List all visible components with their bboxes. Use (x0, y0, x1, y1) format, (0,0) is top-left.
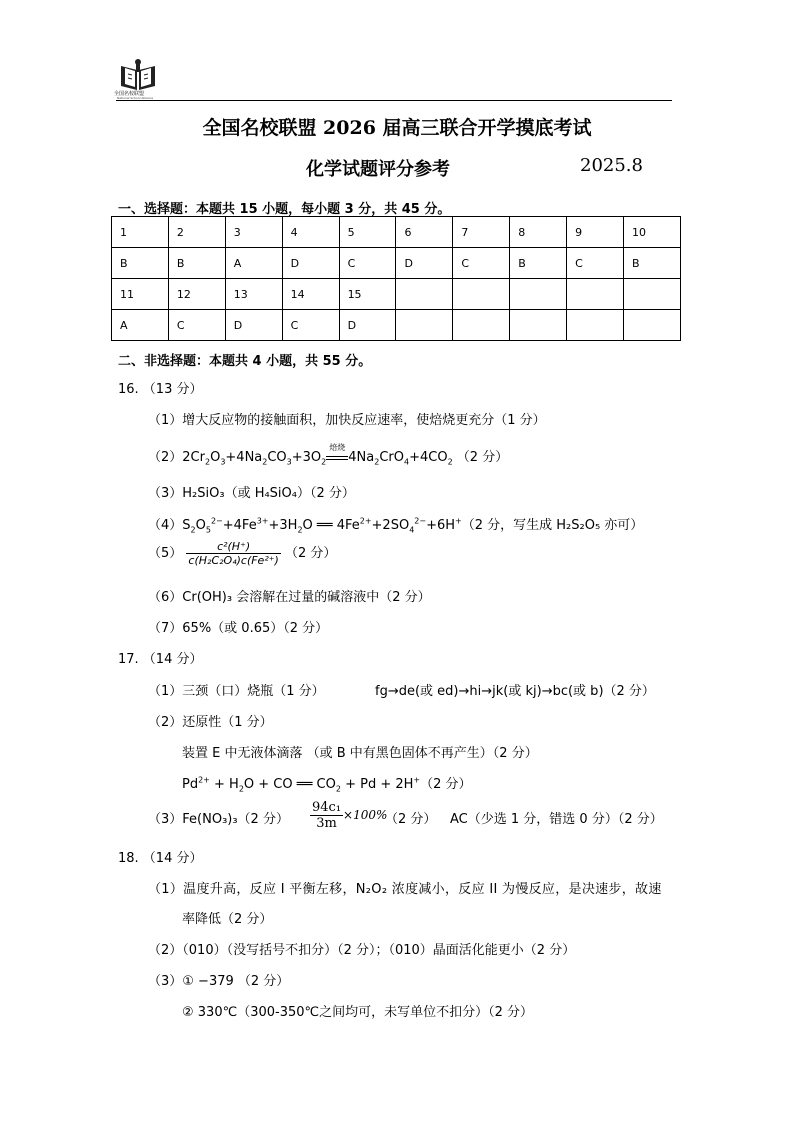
answer-table-cell (567, 310, 624, 341)
answer-table-cell (396, 310, 453, 341)
fraction-numerator: c²(H⁺) (186, 540, 280, 554)
q16-answer-4 (148, 514, 643, 535)
q16-answer-5 (148, 540, 336, 567)
q18-answer-1-line2: 率降低（2 分） (182, 912, 273, 927)
q18-answer-1-line1: （1）温度升高，反应 I 平衡左移，N₂O₂ 浓度减小，反应 II 为慢反应，是决速步，故速 (148, 882, 662, 897)
q17-fraction-numerator: 94c₁ (312, 800, 342, 815)
answer-table-cell: 10 (624, 217, 681, 248)
logo-book-icon (117, 58, 159, 94)
section1-heading: 一、选择题：本题共 15 小题，每小题 3 分，共 45 分。 (118, 202, 451, 217)
q18-answer-3-1: （3）① −379 （2 分） (148, 974, 290, 989)
q17-answer-3-label: （3）Fe(NO₃)₃（2 分） (148, 812, 289, 827)
q17-answer-3 (148, 808, 289, 827)
logo-subtext: National School Alliance (117, 96, 154, 100)
reaction-condition: 焙烧 (329, 443, 346, 452)
q16-answer-7: （7）65%（或 0.65）（2 分） (148, 621, 329, 636)
exam-date: 2025.8 (580, 155, 643, 176)
answer-table-cell: 12 (168, 279, 225, 310)
answer-table-cell: D (339, 310, 396, 341)
answer-table-cell: 3 (225, 217, 282, 248)
answer-table-cell: C (168, 310, 225, 341)
q16-answer-6: （6）Cr(OH)₃ 会溶解在过量的碱溶液中（2 分） (148, 590, 431, 605)
answer-table-row (112, 248, 681, 279)
page-subtitle: 化学试题评分参考 (306, 159, 450, 180)
answer-table-cell (624, 310, 681, 341)
answer-table-cell: B (510, 248, 567, 279)
q16-answer-5-score: （2 分） (284, 546, 337, 561)
q17-equation: $Pd^{2+} + H_2O$ + CO ══ $CO_2 + Pd + 2H^+$ (182, 775, 421, 794)
q17-answer-2-line3 (182, 773, 472, 794)
answer-table-row (112, 217, 681, 248)
answer-table-cell: B (168, 248, 225, 279)
answer-table-cell (567, 279, 624, 310)
q18-heading: 18. （14 分） (118, 851, 203, 866)
q17-answer-2-line3-score: （2 分） (420, 777, 472, 792)
q17-answer-3-right: AC（少选 1 分，错选 0 分）（2 分） (450, 812, 663, 827)
q16-answer-4-score: （2 分，写生成 H₂S₂O₅ 亦可） (461, 518, 644, 533)
answer-table-cell: C (282, 310, 339, 341)
page-title: 全国名校联盟 2026 届高三联合开学摸底考试 (202, 117, 592, 139)
q17-multiplier: ×100% (343, 808, 388, 822)
q18-answer-3-2: ② 330℃（300-350℃之间均可，未写单位不扣分）（2 分） (182, 1005, 534, 1020)
answer-table-cell: 15 (339, 279, 396, 310)
answer-table-cell: A (112, 310, 169, 341)
answer-table-cell (510, 279, 567, 310)
answer-table-row (112, 279, 681, 310)
answer-table-row (112, 310, 681, 341)
q17-answer-1-sequence: fg→de(或 ed)→hi→jk(或 kj)→bc(或 b)（2 分） (375, 684, 655, 699)
answer-table-cell: B (112, 248, 169, 279)
answer-table-cell: D (282, 248, 339, 279)
q16-equation-2: $2Cr_2O_3+4Na_2CO_3+3O_2$ 焙烧 $4Na_2CrO_4+4CO_2$ (182, 443, 453, 467)
q16-equation-4: $S_2O_5^{2-}+4Fe^{3+}+3H_2O$ ══ $4Fe^{2+}+2SO_4^{2-}+6H^+$ (182, 516, 462, 535)
q16-answer-3: （3）H₂SiO₃（或 H₄SiO₄）（2 分） (148, 486, 355, 501)
answer-table-cell: 11 (112, 279, 169, 310)
q16-answer-4-label: （4） (148, 518, 183, 533)
answer-table-cell: B (624, 248, 681, 279)
q17-formula (310, 800, 387, 831)
answer-table-cell: 4 (282, 217, 339, 248)
q16-fraction (186, 540, 280, 567)
q17-fraction (310, 800, 343, 831)
answer-table-cell (453, 279, 510, 310)
answer-table-cell: 5 (339, 217, 396, 248)
answer-table-cell: 14 (282, 279, 339, 310)
answer-table-cell: C (567, 248, 624, 279)
answer-table (111, 216, 681, 341)
answer-table-cell: 2 (168, 217, 225, 248)
q16-answer-2-label: （2） (148, 450, 183, 465)
q17-fraction-denominator: 3m (316, 816, 337, 831)
q16-answer-2 (148, 443, 509, 467)
answer-table-cell: A (225, 248, 282, 279)
answer-table-cell: C (339, 248, 396, 279)
answer-table-cell: 7 (453, 217, 510, 248)
answer-table-cell: D (225, 310, 282, 341)
q16-answer-5-label: （5） (148, 546, 183, 561)
q17-answer-1: （1）三颈（口）烧瓶（1 分） (148, 684, 325, 699)
answer-table-cell (510, 310, 567, 341)
q16-answer-1: （1）增大反应物的接触面积，加快反应速率，使焙烧更充分（1 分） (148, 413, 546, 428)
q17-answer-2: （2）还原性（1 分） (148, 715, 273, 730)
answer-table-cell: C (453, 248, 510, 279)
answer-table-cell: 8 (510, 217, 567, 248)
answer-table-cell: 9 (567, 217, 624, 248)
answer-table-cell: D (396, 248, 453, 279)
answer-table-cell (453, 310, 510, 341)
q16-heading: 16. （13 分） (118, 382, 203, 397)
fraction-denominator: c(H₂C₂O₄)c(Fe²⁺) (188, 554, 279, 567)
answer-table-cell (396, 279, 453, 310)
logo-text: 全国名校联盟 (114, 91, 145, 97)
q17-answer-3-score: （2 分） (385, 812, 437, 827)
q18-answer-2: （2）（010）（没写括号不扣分）（2 分）；（010）晶面活化能更小（2 分） (148, 943, 576, 958)
answer-table-cell: 13 (225, 279, 282, 310)
q16-answer-2-score: （2 分） (456, 450, 509, 465)
answer-table-cell: 1 (112, 217, 169, 248)
q17-heading: 17. （14 分） (118, 652, 203, 667)
answer-table-cell: 6 (396, 217, 453, 248)
header-rule (116, 100, 672, 101)
q17-answer-2-line2: 装置 E 中无液体滴落 （或 B 中有黑色固体不再产生）（2 分） (182, 746, 538, 761)
answer-table-cell (624, 279, 681, 310)
section2-heading: 二、非选择题：本题共 4 小题，共 55 分。 (118, 354, 372, 369)
